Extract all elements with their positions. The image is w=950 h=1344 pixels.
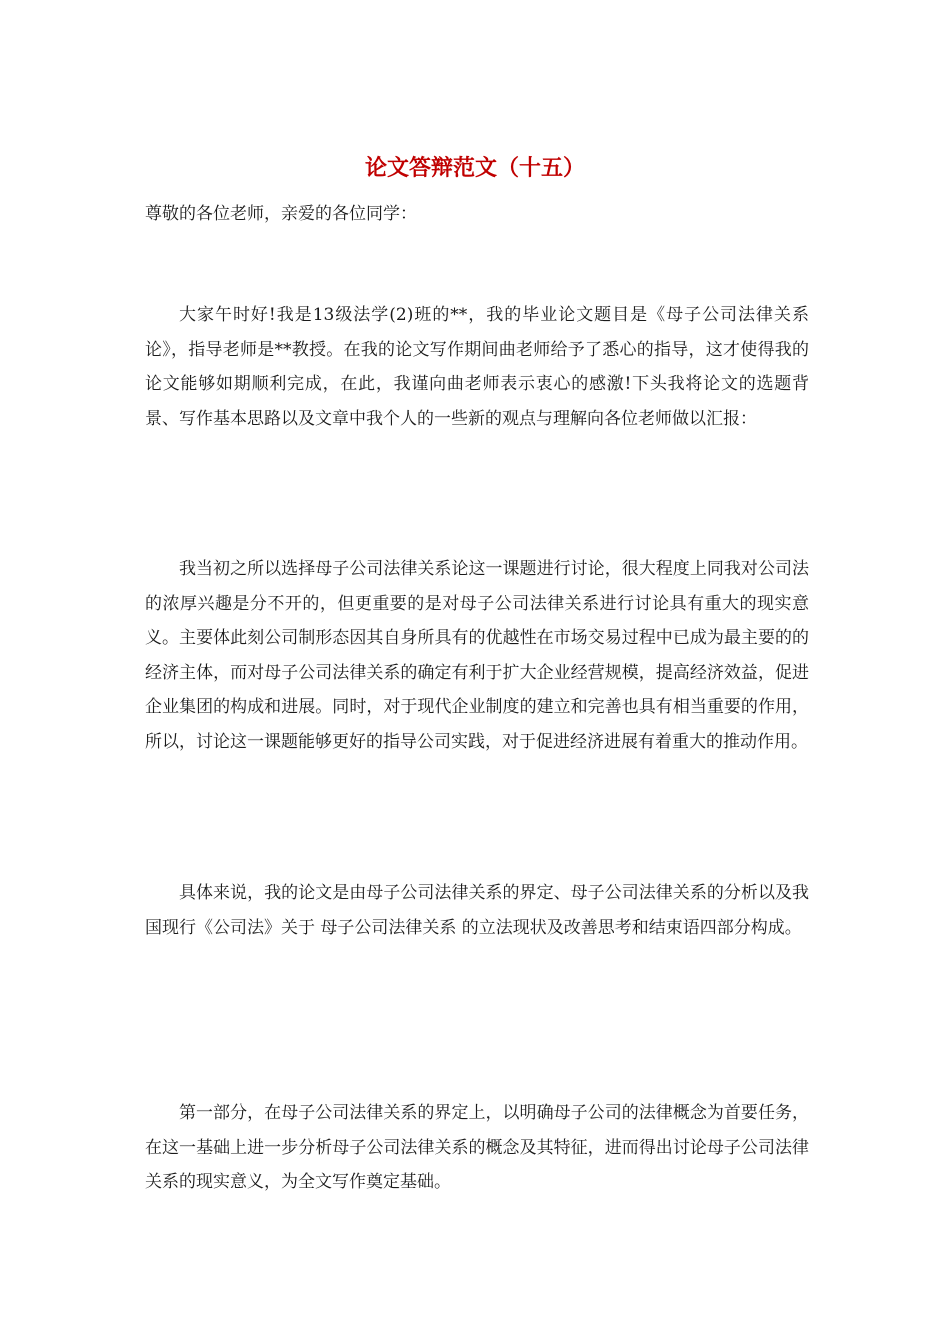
paragraph-3: 具体来说，我的论文是由母子公司法律关系的界定、母子公司法律关系的分析以及我国现行《公司法》关于 母子公司法律关系 的立法现状及改善思考和结束语四部分构成。 — [145, 883, 809, 938]
paragraph-4: 第一部分，在母子公司法律关系的界定上，以明确母子公司的法律概念为首要任务，在这一基础上进一步分析母子公司法律关系的概念及其特征，进而得出讨论母子公司法律关系的现实意义，为全文写作奠定基础。 — [145, 1103, 809, 1193]
salutation: 尊敬的各位老师，亲爱的各位同学： — [145, 204, 417, 224]
paragraph-1: 大家午时好!我是13级法学(2)班的**，我的毕业论文题目是《母子公司法律关系论》，指导老师是**教授。在我的论文写作期间曲老师给予了悉心的指导，这才使得我的论文能够如期顺利完成，在此，我谨向曲老师表示衷心的感激!下头我将论文的选题背景、写作基本思路以及文章中我个人的一些新的观点与理解向各位老师做以汇报： — [145, 305, 809, 429]
paragraph-2: 我当初之所以选择母子公司法律关系论这一课题进行讨论，很大程度上同我对公司法的浓厚兴趣是分不开的，但更重要的是对母子公司法律关系进行讨论具有重大的现实意义。主要体此刻公司制形态因其自身所具有的优越性在市场交易过程中已成为最主要的的经济主体，而对母子公司法律关系的确定有利于扩大企业经营规模，提高经济效益，促进企业集团的构成和进展。同时，对于现代企业制度的建立和完善也具有相当重要的作用，所以，讨论这一课题能够更好的指导公司实践，对于促进经济进展有着重大的推动作用。 — [145, 559, 809, 752]
document-title: 论文答辩范文（十五） — [364, 155, 585, 181]
